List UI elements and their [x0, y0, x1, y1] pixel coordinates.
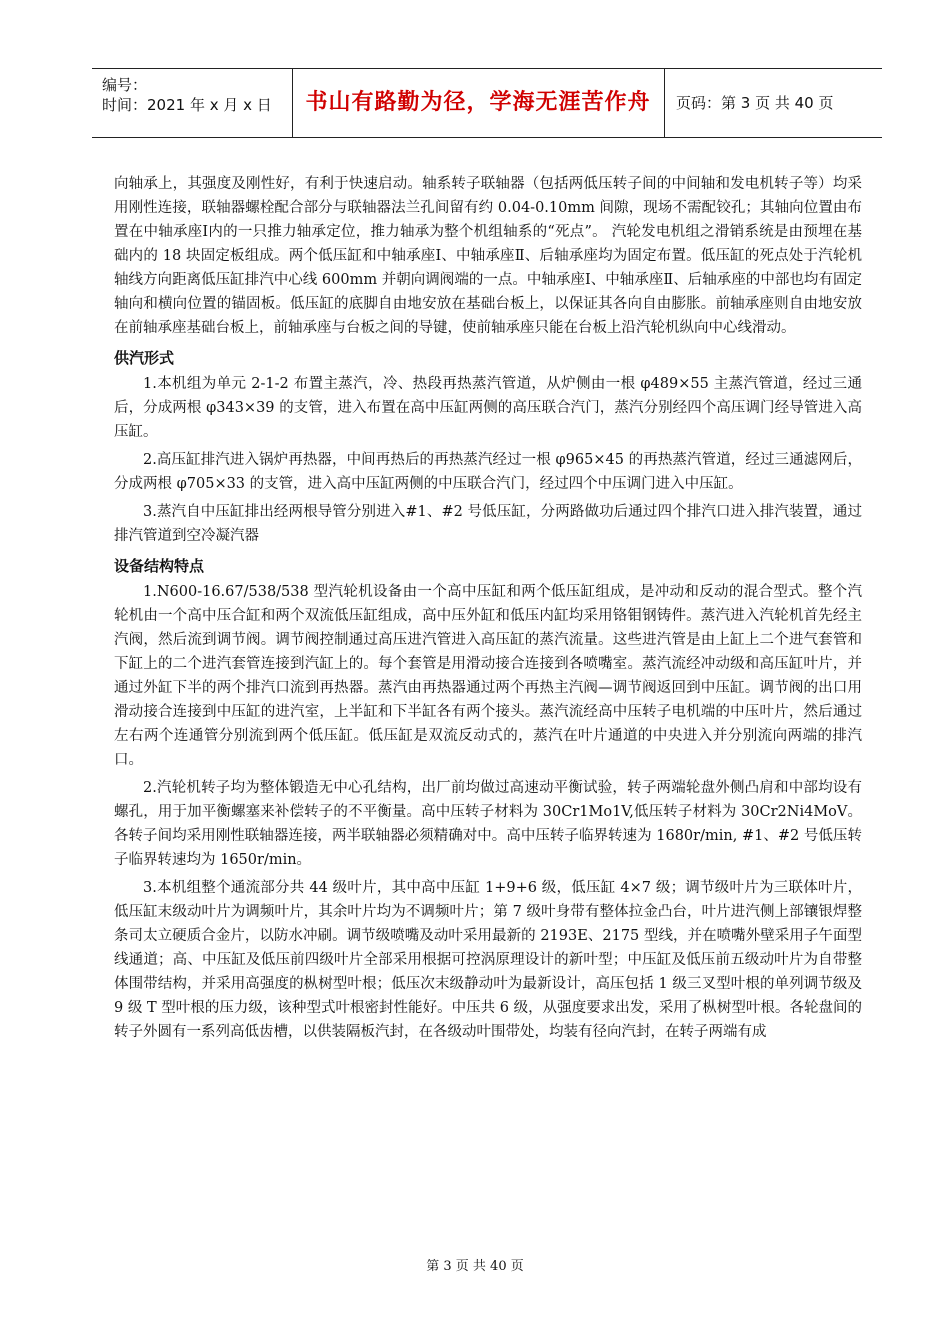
heading-steam-supply: 供汽形式 — [114, 349, 175, 367]
page-footer: 第 3 页 共 40 页 — [426, 1259, 524, 1274]
paragraph-structure-2: 2.汽轮机转子均为整体锻造无中心孔结构，出厂前均做过高速动平衡试验，转子两端轮盘外侧凸肩和中部均设有螺孔，用于加平衡螺塞来补偿转子的不平衡量。高中压转子材料为 30Cr1Mo1V,低压转子材料为 30Cr2Ni4MoV。各转子间均采用刚性联轴器连接，两半联轴器必须精确对中。高中压转子临界转速为 1680r/min, #1、#2 号低压转子临界转速均为 1650r/min。 — [114, 780, 862, 868]
paragraph-structure-1: 1.N600-16.67/538/538 型汽轮机设备由一个高中压缸和两个低压缸组成，是冲动和反动的混合型式。整个汽轮机由一个高中压合缸和两个双流低压缸组成，高中压外缸和低压内缸均采用铬钼钢铸件。蒸汽进入汽轮机首先经主汽阀，然后流到调节阀。调节阀控制通过高压进汽管进入高压缸的蒸汽流量。这些进汽管是由上缸上二个进气套管和下缸上的二个进汽套管连接到汽缸上的。每个套管是用滑动接合连接到各喷嘴室。蒸汽流经冲动级和高压缸叶片，并通过外缸下半的两个排汽口流到再热器。蒸汽由再热器通过两个再热主汽阀—调节阀返回到中压缸。调节阀的出口用滑动接合连接到中压缸的进汽室，上半缸和下半缸各有两个接头。蒸汽流经高中压转子电机端的中压叶片，然后通过左右两个连通管分别流到两个低压缸。低压缸是双流反动式的，蒸汽在叶片通道的中央进入并分别流向两端的排汽口。 — [114, 584, 862, 768]
header-page-cell — [664, 69, 882, 137]
page-header — [92, 68, 882, 138]
paragraph-structure-3: 3.本机组整个通流部分共 44 级叶片，其中高中压缸 1+9+6 级，低压缸 4×7 级；调节级叶片为三联体叶片，低压缸末级动叶片为调频叶片，其余叶片均为不调频叶片；第 7 级叶身带有整体拉金凸台，叶片进汽侧上部镶银焊整条司太立硬质合金片，以防水冲刷。调节级喷嘴及动叶采用最新的 2193E、2175 型线，并在喷嘴外壁采用子午面型线通道；高、中压缸及低压前四级叶片全部采用根据可控涡原理设计的新叶型；中压缸及低压前五级动叶片为自带整体围带结构，并采用高强度的枞树型叶根；低压次末级静动叶为最新设计，高压包括 1 级三叉型叶根的单列调节级及 9 级 T 型叶根的压力级，该种型式叶根密封性能好。中压共 6 级，从强度要求出发，采用了枞树型叶根。各轮盘间的转子外圆有一系列高低齿槽，以供装隔板汽封，在各级动叶围带处，均装有径向汽封，在转子两端有成 — [114, 880, 862, 1040]
paragraph-steam-1: 1.本机组为单元 2-1-2 布置主蒸汽，冷、热段再热蒸汽管道，从炉侧由一根 φ489×55 主蒸汽管道，经过三通后，分成两根 φ343×39 的支管，进入布置在高中压缸两侧的高压联合汽门，蒸汽分别经四个高压调门经导管进入高压缸。 — [114, 376, 862, 440]
document-body — [114, 172, 862, 1044]
heading-structure: 设备结构特点 — [114, 557, 205, 575]
slogan: 书山有路勤为径，学海无涯苦作舟 — [305, 90, 651, 115]
header-meta — [92, 69, 293, 137]
paragraph-steam-2: 2.高压缸排汽进入锅炉再热器，中间再热后的再热蒸汽经过一根 φ965×45 的再热蒸汽管道，经过三通滤网后，分成两根 φ705×33 的支管，进入高中压缸两侧的中压联合汽门，经过四个中压调门进入中压缸。 — [114, 452, 862, 492]
paragraph-bearing: 向轴承上，其强度及刚性好，有利于快速启动。轴系转子联轴器（包括两低压转子间的中间轴和发电机转子等）均采用刚性连接，联轴器螺栓配合部分与联轴器法兰孔间留有约 0.04-0.10mm 间隙，现场不需配铰孔；其轴向位置由布置在中轴承座Ⅰ内的一只推力轴承定位，推力轴承为整个机组轴系的“死点”。 汽轮发电机组之滑销系统是由预埋在基础内的 18 块固定板组成。两个低压缸和中轴承座Ⅰ、中轴承座Ⅱ、后轴承座均为固定布置。低压缸的死点处于汽轮机轴线方向距离低压缸排汽中心线 600mm 并朝向调阀端的一点。中轴承座Ⅰ、中轴承座Ⅱ、后轴承座的中部也均有固定轴向和横向位置的锚固板。低压缸的底脚自由地安放在基础台板上，以保证其各向自由膨胀。前轴承座则自由地安放在前轴承座基础台板上，前轴承座与台板之间的导键，使前轴承座只能在台板上沿汽轮机纵向中心线滑动。 — [114, 176, 862, 336]
page-info: 页码：第 3 页 共 40 页 — [676, 94, 834, 112]
code-label: 编号： — [102, 76, 148, 94]
time-label: 时间：2021 年 x 月 x 日 — [102, 96, 272, 114]
paragraph-steam-3: 3.蒸汽自中压缸排出经两根导管分别进入#1、#2 号低压缸，分两路做功后通过四个排汽口进入排汽装置，通过排汽管道到空冷凝汽器 — [114, 504, 862, 544]
header-slogan-cell — [292, 69, 665, 137]
